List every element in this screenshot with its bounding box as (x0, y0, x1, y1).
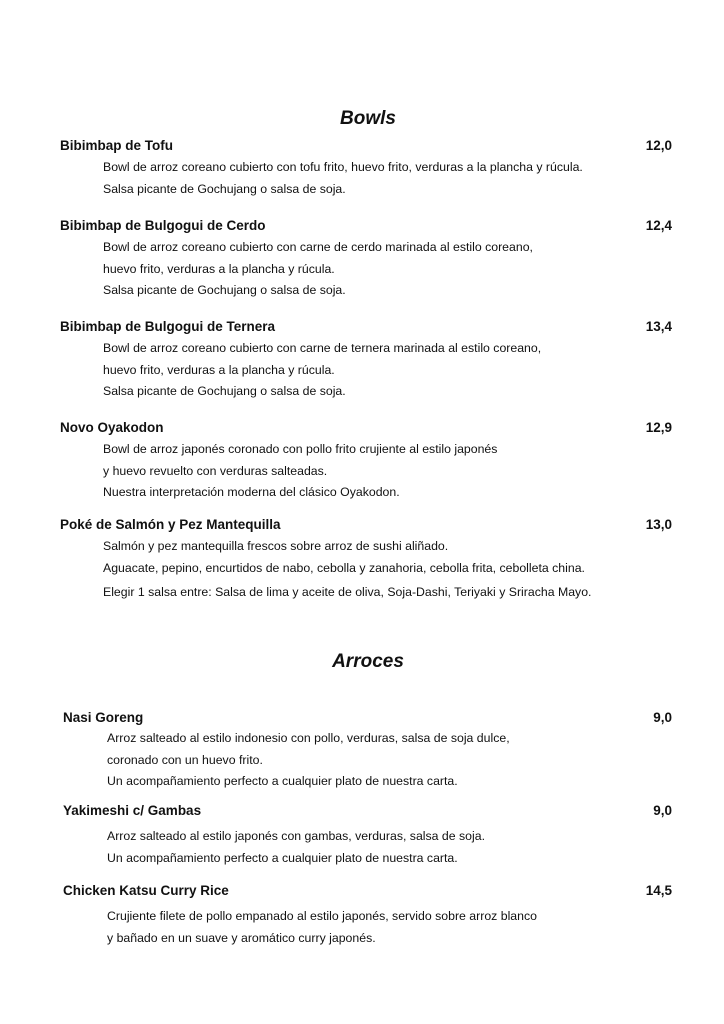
menu-item-price: 9,0 (653, 710, 672, 725)
description-line: Aguacate, pepino, encurtidos de nabo, cebolla y zanahoria, cebolla frita, cebolleta china. (103, 560, 585, 575)
menu-item-description (107, 728, 510, 793)
menu-item-description (103, 338, 541, 403)
description-line: coronado con un huevo frito. (107, 752, 263, 767)
menu-item-price: 9,0 (653, 803, 672, 818)
menu-item-description (103, 157, 583, 200)
description-line: y huevo revuelto con verduras salteadas. (103, 463, 328, 478)
description-line: Bowl de arroz coreano cubierto con tofu frito, huevo frito, verduras a la plancha y rúcula. (103, 160, 583, 174)
menu-item-description (103, 237, 533, 302)
menu-item-price: 13,0 (645, 517, 672, 532)
menu-item-name: Poké de Salmón y Pez Mantequilla (60, 517, 281, 532)
description-line: huevo frito, verduras a la plancha y rúcula. (103, 261, 335, 276)
description-line: Salmón y pez mantequilla frescos sobre arroz de sushi aliñado. (103, 539, 449, 553)
description-line: Salsa picante de Gochujang o salsa de soja. (103, 283, 346, 297)
description-line: Arroz salteado al estilo indonesio con pollo, verduras, salsa de soja dulce, (107, 731, 510, 745)
menu-item-name: Bibimbap de Tofu (60, 138, 173, 153)
menu-item-price: 12,4 (645, 218, 672, 233)
menu-item-description (107, 906, 537, 949)
menu-item-name: Novo Oyakodon (60, 420, 164, 435)
description-line: Salsa picante de Gochujang o salsa de soja. (103, 181, 346, 196)
section-title-arroces: Arroces (332, 651, 404, 672)
menu-item-name: Bibimbap de Bulgogui de Cerdo (60, 218, 266, 233)
menu-item-description (103, 536, 585, 579)
menu-item-price: 14,5 (645, 883, 672, 898)
menu-item-name: Yakimeshi c/ Gambas (63, 803, 202, 818)
menu-item-name: Bibimbap de Bulgogui de Ternera (60, 319, 276, 334)
description-line: Crujiente filete de pollo empanado al estilo japonés, servido sobre arroz blanco (107, 909, 537, 923)
description-line: Bowl de arroz coreano cubierto con carne de cerdo marinada al estilo coreano, (103, 240, 533, 254)
menu-item-price: 12,9 (645, 420, 672, 435)
section-title-bowls: Bowls (340, 108, 396, 129)
description-line: Arroz salteado al estilo japonés con gambas, verduras, salsa de soja. (107, 829, 485, 843)
description-line: Nuestra interpretación moderna del clásico Oyakodon. (103, 485, 400, 499)
menu-item-price: 13,4 (645, 319, 672, 334)
menu-item-name: Nasi Goreng (63, 710, 144, 725)
description-line: Bowl de arroz japonés coronado con pollo frito crujiente al estilo japonés (103, 442, 498, 456)
description-line: y bañado en un suave y aromático curry japonés. (107, 930, 376, 945)
description-line: Bowl de arroz coreano cubierto con carne de ternera marinada al estilo coreano, (103, 341, 542, 355)
menu-item-price: 12,0 (645, 138, 672, 153)
description-line: Un acompañamiento perfecto a cualquier plato de nuestra carta. (107, 850, 458, 865)
sauce-choice-note (103, 582, 591, 604)
menu-item-name: Chicken Katsu Curry Rice (63, 883, 229, 898)
description-line: Un acompañamiento perfecto a cualquier plato de nuestra carta. (107, 774, 458, 788)
description-line: Elegir 1 salsa entre: Salsa de lima y aceite de oliva, Soja-Dashi, Teriyaki y Sriracha Mayo. (103, 585, 592, 599)
description-line: Salsa picante de Gochujang o salsa de soja. (103, 384, 346, 398)
menu-item-description (103, 439, 497, 504)
description-line: huevo frito, verduras a la plancha y rúcula. (103, 362, 335, 377)
menu-item-description (107, 826, 485, 869)
